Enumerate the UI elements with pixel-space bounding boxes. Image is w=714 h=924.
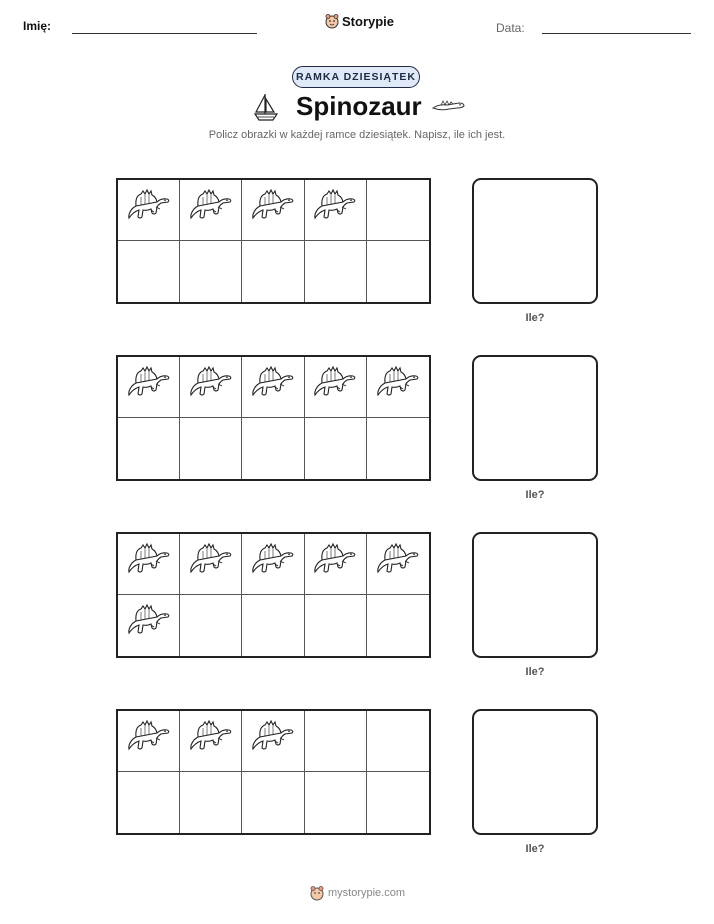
spinosaurus-icon (251, 365, 295, 410)
footer-url: mystorypie.com (328, 887, 406, 899)
answer-label: Ile? (525, 312, 545, 324)
answer-label: Ile? (525, 666, 545, 678)
brand-name: Storypie (342, 13, 395, 29)
ten-frame-cell (118, 241, 180, 302)
ten-frame-cell (118, 180, 180, 241)
answer-box[interactable] (472, 355, 598, 481)
ten-frame-cell (367, 534, 429, 595)
ten-frame-cell (180, 241, 242, 302)
ten-frame (116, 178, 431, 304)
ten-frame-cell (367, 418, 429, 479)
brand-logo (325, 13, 394, 29)
spinosaurus-icon (376, 542, 420, 587)
ten-frame-cell (305, 418, 367, 479)
date-field-line[interactable] (542, 33, 691, 34)
answer-box[interactable] (472, 709, 598, 835)
ten-frame-cell (180, 711, 242, 772)
spinosaurus-icon (127, 603, 171, 648)
ten-frame-cell (305, 534, 367, 595)
ten-frame-cell (118, 595, 180, 656)
spinosaurus-icon (189, 719, 233, 764)
ten-frame-cell (242, 241, 304, 302)
crocodile-dino-icon (431, 98, 465, 114)
storypie-mascot-icon (325, 13, 339, 29)
answer-box[interactable] (472, 178, 598, 304)
ten-frame-cell (305, 711, 367, 772)
ten-frame-cell (367, 180, 429, 241)
footer (310, 885, 405, 901)
worksheet-type-badge: RAMKA DZIESIĄTEK (292, 66, 420, 88)
spinosaurus-icon (376, 365, 420, 410)
ten-frame-cell (180, 180, 242, 241)
answer-box[interactable] (472, 532, 598, 658)
spinosaurus-icon (127, 719, 171, 764)
ten-frame-cell (305, 772, 367, 833)
ten-frame-cell (242, 534, 304, 595)
ten-frame (116, 709, 431, 835)
ten-frame (116, 355, 431, 481)
ten-frame-cell (118, 772, 180, 833)
spinosaurus-icon (251, 188, 295, 233)
spinosaurus-icon (189, 365, 233, 410)
spinosaurus-icon (251, 542, 295, 587)
ten-frame-cell (367, 241, 429, 302)
ten-frame-cell (242, 180, 304, 241)
date-label: Data: (496, 21, 525, 35)
name-label: Imię: (23, 19, 52, 33)
ten-frame-cell (118, 711, 180, 772)
ten-frame-cell (305, 357, 367, 418)
ten-frame-cell (180, 595, 242, 656)
ten-frame (116, 532, 431, 658)
ten-frame-cell (180, 772, 242, 833)
ten-frame-cell (180, 357, 242, 418)
ten-frame-cell (180, 534, 242, 595)
ten-frame-cell (242, 357, 304, 418)
ten-frame-cell (118, 357, 180, 418)
spinosaurus-icon (313, 365, 357, 410)
spinosaurus-icon (127, 542, 171, 587)
answer-label: Ile? (525, 489, 545, 501)
ten-frame-cell (242, 418, 304, 479)
name-field-line[interactable] (72, 33, 257, 34)
ten-frame-cell (367, 711, 429, 772)
ten-frame-cell (118, 534, 180, 595)
ten-frame-cell (180, 418, 242, 479)
ten-frame-cell (367, 357, 429, 418)
spinosaurus-icon (127, 188, 171, 233)
ten-frame-cell (305, 180, 367, 241)
spinosaurus-icon (313, 542, 357, 587)
page-title: Spinozaur (296, 91, 422, 121)
answer-label: Ile? (525, 843, 545, 855)
spinosaurus-icon (313, 188, 357, 233)
spinosaurus-icon (127, 365, 171, 410)
sailboat-icon (253, 92, 279, 122)
instruction-text: Policz obrazki w każdej ramce dziesiątek. Napisz, ile ich jest. (208, 129, 506, 141)
ten-frame-cell (367, 595, 429, 656)
storypie-mascot-icon (310, 885, 324, 901)
ten-frame-cell (118, 418, 180, 479)
spinosaurus-icon (189, 542, 233, 587)
spinosaurus-icon (251, 719, 295, 764)
spinosaurus-icon (189, 188, 233, 233)
ten-frame-cell (367, 772, 429, 833)
ten-frame-cell (305, 595, 367, 656)
ten-frame-cell (242, 711, 304, 772)
ten-frame-cell (305, 241, 367, 302)
ten-frame-cell (242, 595, 304, 656)
ten-frame-cell (242, 772, 304, 833)
